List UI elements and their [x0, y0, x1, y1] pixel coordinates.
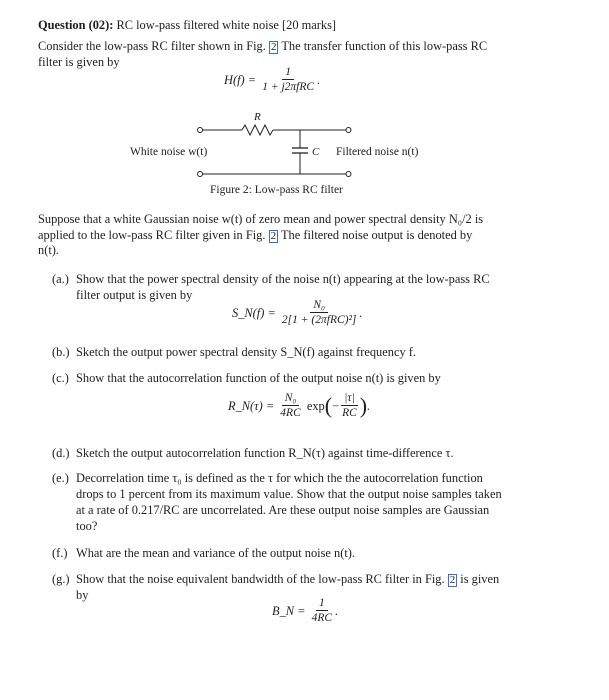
bandwidth-denominator: 4RC: [311, 612, 333, 624]
part-d-text: Sketch the output autocorrelation function R_N(τ) against time-difference τ.: [76, 446, 454, 460]
part-c-label: (c.): [52, 371, 69, 385]
part-g-text-1a: Show that the noise equivalent bandwidth of the low-pass RC filter in Fig.: [76, 572, 445, 586]
left-paren: (: [324, 393, 333, 418]
input-terminal-top: [198, 128, 203, 133]
bandwidth-numerator: 1: [316, 597, 328, 611]
exp-function: exp: [306, 398, 325, 413]
input-terminal-bottom: [198, 172, 203, 177]
setup-text-2a: applied to the low-pass RC filter given in Fig.: [38, 228, 266, 242]
psd-equation: S_N(f) = $\frac{\text{N₀}}{\text{2[1 + (2πfRC)²]}}$ .: [232, 299, 363, 326]
part-e-line-4: too?: [76, 519, 98, 533]
figure-ref-link[interactable]: 2: [270, 41, 277, 53]
autocorr-numerator: N₀: [282, 392, 300, 406]
setup-text-2b: The filtered noise output is denoted by: [280, 228, 473, 242]
part-d-label: (d.): [52, 446, 70, 460]
part-e-line-3: at a rate of 0.217/RC are uncorrelated. Are these output noise samples are Gaussian: [76, 503, 490, 517]
question-title: RC low-pass filtered white noise [20 marks]: [116, 18, 337, 32]
output-terminal-bottom: [346, 172, 351, 177]
figure-ref-link[interactable]: 2: [449, 574, 456, 586]
transfer-lhs: H(f) =: [224, 72, 257, 87]
intro-text-1: Consider the low-pass RC filter shown in Fig.: [38, 39, 266, 53]
part-b-label: (b.): [52, 345, 70, 359]
exp-numerator: |τ|: [341, 392, 357, 406]
bandwidth-fraction: [309, 597, 335, 625]
psd-denominator: 2[1 + (2πfRC)²]: [281, 314, 357, 326]
transfer-fraction: [259, 66, 317, 94]
intro-text-2: The transfer function of this low-pass RC: [281, 39, 488, 53]
autocorr-fraction: [277, 392, 303, 420]
part-e-line-2: drops to 1 percent from its maximum value. Show that the output noise samples taken: [76, 487, 502, 501]
part-e-label: (e.): [52, 471, 69, 485]
intro-line-1: [38, 38, 487, 54]
part-f-label: (f.): [52, 546, 68, 560]
setup-line-3: n(t).: [38, 243, 59, 257]
part-a-label: (a.): [52, 272, 69, 286]
bandwidth-equation: B_N = $\frac{1}{4RC}$ .: [272, 597, 339, 624]
capacitor-label: C: [312, 146, 320, 158]
transfer-function-equation: H(f) = $\frac{1}{\text{1 + j2πfRC}}$ .: [224, 66, 321, 93]
transfer-numerator: 1: [282, 66, 294, 80]
figure-caption: Figure 2: Low-pass RC filter: [210, 184, 343, 196]
psd-lhs: S_N(f) =: [232, 305, 276, 320]
psd-fraction: [279, 299, 359, 327]
transfer-denominator: 1 + j2πfRC: [262, 81, 315, 93]
part-a-line-2: filter output is given by: [76, 288, 193, 302]
part-e-line-1: Decorrelation time τ₀ is defined as the τ for which the the autocorrelation function: [76, 471, 483, 485]
resistor-label: R: [254, 111, 261, 123]
part-g-line-2: by: [76, 588, 89, 602]
autocorrelation-equation: R_N(τ) = $\frac{\text{N₀}}{4RC}$ exp ( − $\frac{|\tau|}{RC}$ ) .: [228, 392, 371, 419]
output-label: Filtered noise n(t): [336, 146, 419, 158]
part-b-text: Sketch the output power spectral density S_N(f) against frequency f.: [76, 345, 416, 359]
part-f-text: What are the mean and variance of the output noise n(t).: [76, 546, 356, 560]
output-terminal-top: [346, 128, 351, 133]
part-g-line-1: [76, 571, 499, 587]
part-g-label: (g.): [52, 572, 70, 586]
right-paren: ): [359, 393, 368, 418]
exp-denominator: RC: [342, 407, 357, 419]
question-number: Question (02):: [38, 18, 114, 32]
resistor-symbol: [242, 125, 273, 135]
exp-fraction: [339, 392, 360, 420]
bandwidth-lhs: B_N =: [272, 603, 306, 618]
setup-line-1: Suppose that a white Gaussian noise w(t) of zero mean and power spectral density N₀/2 is: [38, 212, 484, 226]
part-g-text-1b: is given: [460, 572, 500, 586]
input-label: White noise w(t): [130, 146, 208, 158]
part-a-line-1: Show that the power spectral density of the noise n(t) appearing at the low-pass RC: [76, 272, 490, 286]
autocorr-lhs: R_N(τ) =: [228, 398, 275, 413]
question-heading: [38, 17, 336, 33]
part-c-text: Show that the autocorrelation function of the output noise n(t) is given by: [76, 371, 441, 385]
figure-ref-link[interactable]: 2: [270, 230, 277, 242]
psd-numerator: N₀: [310, 299, 328, 313]
setup-line-2: [38, 227, 472, 243]
autocorr-denominator: 4RC: [280, 407, 301, 419]
minus-sign: −: [332, 398, 340, 413]
intro-line-2: filter is given by: [38, 55, 120, 69]
